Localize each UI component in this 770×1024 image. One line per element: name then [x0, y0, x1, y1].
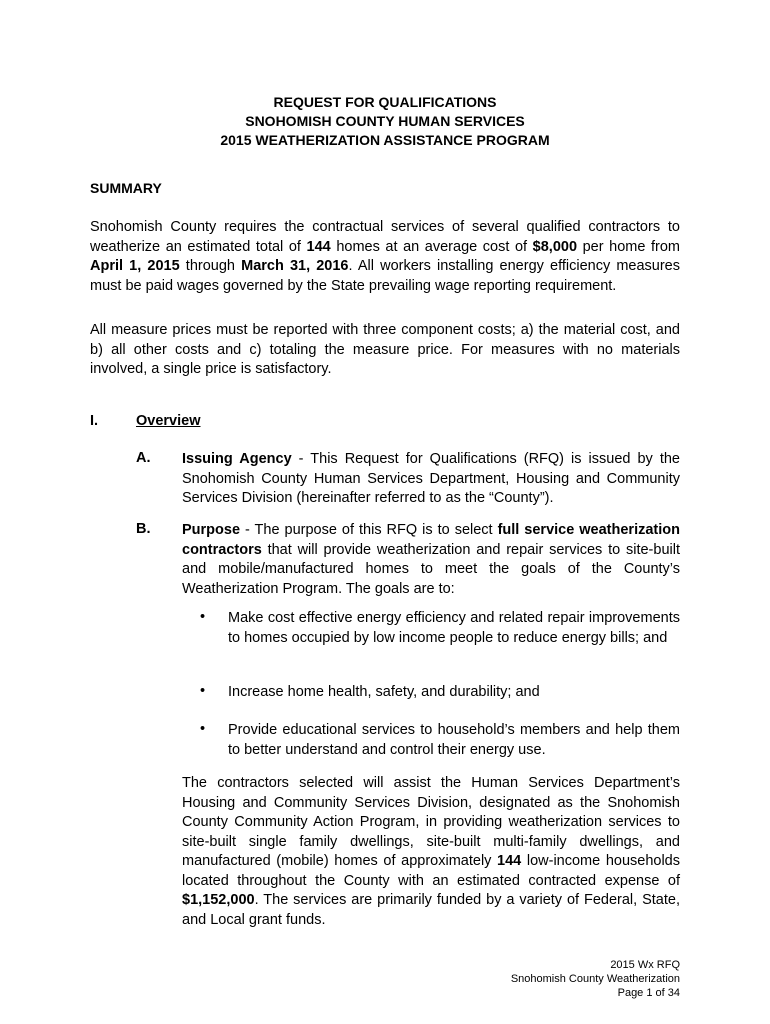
goal-list-item: Increase home health, safety, and durability; and [228, 684, 540, 700]
title-line-2: SNOHOMISH COUNTY HUMAN SERVICES [245, 113, 525, 129]
contract-expense: $1,152,000 [182, 892, 255, 908]
text-run: through [179, 258, 242, 274]
subsection-a-letter: A. [136, 450, 151, 466]
text-run: homes at an average cost of [330, 238, 533, 255]
footer-doc-name: 2015 Wx RFQ [610, 959, 680, 971]
start-date: April 1, 2015 [90, 258, 180, 274]
title-line-3: 2015 WEATHERIZATION ASSISTANCE PROGRAM [220, 132, 550, 148]
text-run: The contractors selected will assist the Human Services Department’s Housing and Community Services Division, designated as the Snohomish County Community Action Program, in providing weatherization services to site-built single family dwellings, site-built multi-family dwellings, and manufactured (mobile) homes of approximately [182, 775, 680, 869]
title-line-1: REQUEST FOR QUALIFICATIONS [273, 94, 497, 110]
page-number: Page 1 of 34 [617, 987, 680, 999]
text-run: low-income households located throughout the County with an estimated contracted expense of [182, 853, 680, 889]
summary-heading: SUMMARY [90, 180, 162, 196]
subsection-a-text [182, 450, 680, 509]
contractor-type: full service weatherization contractors [182, 522, 680, 558]
document-title [0, 93, 770, 150]
subsection-b-text [182, 521, 680, 599]
bullet-icon: • [200, 609, 206, 625]
text-run: Snohomish County requires the contractual services of several qualified contractors to weatherize an estimated total of [90, 219, 680, 255]
summary-paragraph-1 [90, 218, 680, 296]
text-run: . All workers installing energy efficiency measures must be paid wages governed by the State prevailing wage reporting requirement. [90, 258, 680, 294]
issuing-agency-label: Issuing Agency [182, 451, 292, 467]
text-run: per home from [577, 238, 680, 255]
footer-program: Snohomish County Weatherization [510, 973, 680, 985]
closing-paragraph [182, 774, 680, 930]
summary-paragraph-2: All measure prices must be reported with three component costs; a) the material cost, and b) all other costs and c) totaling the measure price. For measures with no materials involved, a single price is satisfactory. [90, 322, 680, 377]
end-date: March 31, 2016 [241, 258, 349, 274]
page-footer [511, 958, 680, 1000]
bullet-icon: • [200, 721, 206, 737]
text-run: - This Request for Qualifications (RFQ) is issued by the Snohomish County Human Services Department, Housing and Community Services Division (hereinafter referred to as the “County”). [182, 451, 680, 506]
homes-count: 144 [306, 238, 331, 255]
goal-list-item: Provide educational services to household’s members and help them to better understand and control their energy use. [228, 722, 680, 758]
subsection-b-letter: B. [136, 521, 151, 537]
text-run: . The services are primarily funded by a variety of Federal, State, and Local grant funds. [182, 892, 680, 928]
average-cost: $8,000 [532, 238, 578, 255]
purpose-label: Purpose [182, 522, 241, 538]
section-title: Overview [136, 413, 201, 429]
households-count: 144 [497, 853, 522, 869]
section-number: I. [90, 413, 99, 429]
text-run: that will provide weatherization and repair services to site-built and mobile/manufactured homes to meet the goals of the County’s Weatherization Program. The goals are to: [182, 541, 680, 597]
bullet-icon: • [200, 683, 206, 699]
text-run: - The purpose of this RFQ is to select [240, 522, 498, 538]
goal-list-item: Make cost effective energy efficiency and related repair improvements to homes occupied by low income people to reduce energy bills; and [228, 610, 680, 646]
